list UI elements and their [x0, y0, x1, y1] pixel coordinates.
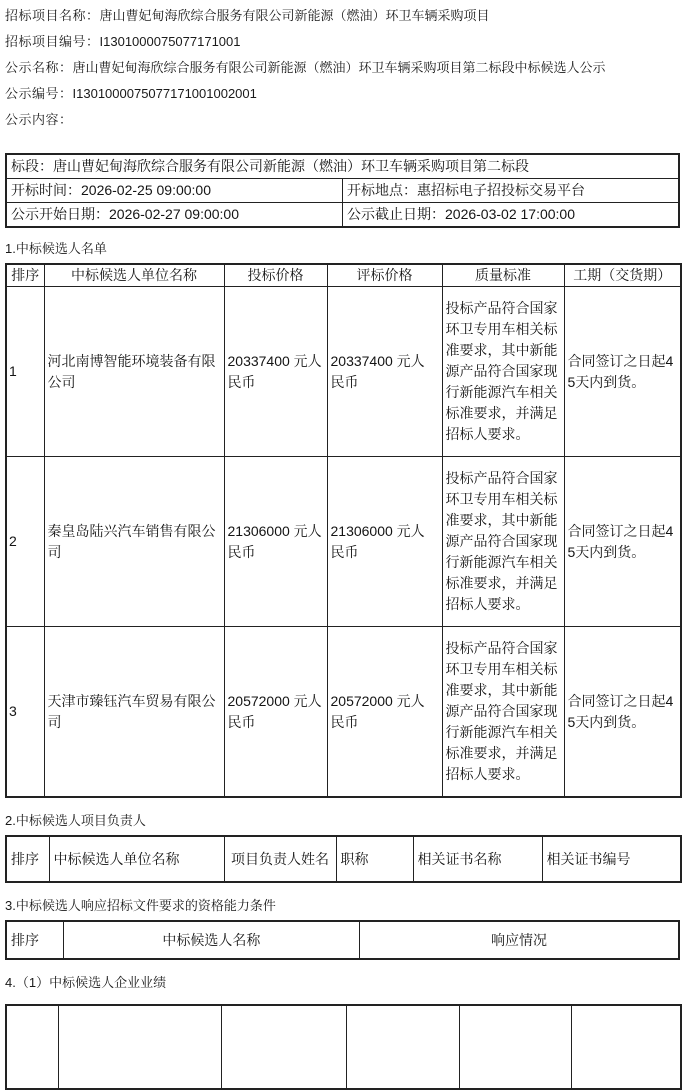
publicity-number-label: 公示编号： — [5, 86, 73, 101]
col-response: 响应情况 — [360, 921, 679, 959]
bid-price-cell: 21306000 元人民币 — [224, 457, 327, 627]
eval-price-cell: 20337400 元人民币 — [327, 287, 442, 457]
col-company: 中标候选人单位名称 — [49, 836, 224, 882]
candidate-row-3 — [6, 627, 681, 798]
eval-price-cell: 21306000 元人民币 — [327, 457, 442, 627]
project-number-value: I1301000075077171001 — [99, 34, 241, 49]
empty-cell — [6, 1005, 58, 1089]
candidate-row-2 — [6, 457, 681, 627]
publicity-name-value: 唐山曹妃甸海欣综合服务有限公司新能源（燃油）环卫车辆采购项目第二标段中标候选人公示 — [72, 60, 606, 75]
project-name-line — [5, 9, 681, 22]
col-quality: 质量标准 — [442, 264, 564, 287]
col-cert-name: 相关证书名称 — [413, 836, 542, 882]
publicity-start-cell: 公示开始日期：2026-02-27 09:00:00 — [6, 203, 343, 228]
quality-cell: 投标产品符合国家环卫专用车相关标准要求，其中新能源产品符合国家现行新能源汽车相关标准要求，并满足招标人要求。 — [442, 457, 564, 627]
section-row — [6, 154, 679, 179]
section3-title: 3.中标候选人响应招标文件要求的资格能力条件 — [5, 898, 276, 913]
rank-cell: 1 — [6, 287, 44, 457]
company-cell: 秦皇岛陆兴汽车销售有限公司 — [44, 457, 224, 627]
performance-table-partial — [5, 1004, 682, 1090]
col-rank: 排序 — [6, 264, 44, 287]
section4-title: 4.（1）中标候选人企业业绩 — [5, 975, 167, 990]
publicity-content-label: 公示内容： — [5, 112, 73, 127]
col-cert-number: 相关证书编号 — [542, 836, 681, 882]
leaders-header-row — [6, 836, 681, 882]
delivery-cell: 合同签订之日起45天内到货。 — [564, 627, 681, 798]
publicity-number-value: I1301000075077171001002001 — [72, 86, 257, 101]
col-title: 职称 — [336, 836, 413, 882]
col-rank: 排序 — [6, 921, 63, 959]
col-bid-price: 投标价格 — [224, 264, 327, 287]
rank-cell: 2 — [6, 457, 44, 627]
project-leaders-table — [5, 835, 682, 883]
performance-empty-row — [6, 1005, 681, 1089]
publicity-name-line — [5, 61, 681, 74]
candidate-row-1 — [6, 287, 681, 457]
open-info-row — [6, 179, 679, 203]
candidates-table — [5, 263, 682, 798]
eval-price-cell: 20572000 元人民币 — [327, 627, 442, 798]
project-name-label: 招标项目名称： — [5, 8, 100, 23]
rank-cell: 3 — [6, 627, 44, 798]
qualification-header-row — [6, 921, 679, 959]
col-delivery: 工期（交货期） — [564, 264, 681, 287]
quality-cell: 投标产品符合国家环卫专用车相关标准要求，其中新能源产品符合国家现行新能源汽车相关标准要求，并满足招标人要求。 — [442, 287, 564, 457]
open-time-cell: 开标时间：2026-02-25 09:00:00 — [6, 179, 343, 203]
section2-title: 2.中标候选人项目负责人 — [5, 813, 146, 828]
empty-cell — [58, 1005, 221, 1089]
project-name-value: 唐山曹妃甸海欣综合服务有限公司新能源（燃油）环卫车辆采购项目 — [99, 8, 490, 23]
quality-cell: 投标产品符合国家环卫专用车相关标准要求，其中新能源产品符合国家现行新能源汽车相关标准要求，并满足招标人要求。 — [442, 627, 564, 798]
empty-cell — [221, 1005, 346, 1089]
section-name-cell: 标段：唐山曹妃甸海欣综合服务有限公司新能源（燃油）环卫车辆采购项目第二标段 — [6, 154, 679, 179]
publicity-name-label: 公示名称： — [5, 60, 73, 75]
bid-section-info-table — [5, 153, 680, 228]
section1-title: 1.中标候选人名单 — [5, 241, 107, 256]
company-cell: 天津市臻钰汽车贸易有限公司 — [44, 627, 224, 798]
bid-price-cell: 20572000 元人民币 — [224, 627, 327, 798]
open-place-cell: 开标地点：惠招标电子招投标交易平台 — [343, 179, 680, 203]
col-rank: 排序 — [6, 836, 49, 882]
publicity-dates-row — [6, 203, 679, 228]
project-number-label: 招标项目编号： — [5, 34, 100, 49]
candidates-header-row — [6, 264, 681, 287]
delivery-cell: 合同签订之日起45天内到货。 — [564, 287, 681, 457]
empty-cell — [459, 1005, 571, 1089]
col-eval-price: 评标价格 — [327, 264, 442, 287]
empty-cell — [571, 1005, 681, 1089]
col-candidate-name: 中标候选人名称 — [63, 921, 359, 959]
publicity-end-cell: 公示截止日期：2026-03-02 17:00:00 — [343, 203, 680, 228]
bid-price-cell: 20337400 元人民币 — [224, 287, 327, 457]
project-number-line — [5, 35, 681, 48]
col-leader-name: 项目负责人姓名 — [224, 836, 336, 882]
publicity-content-line — [5, 113, 681, 126]
qualification-table — [5, 920, 680, 960]
company-cell: 河北南博智能环境装备有限公司 — [44, 287, 224, 457]
empty-cell — [346, 1005, 459, 1089]
delivery-cell: 合同签订之日起45天内到货。 — [564, 457, 681, 627]
publicity-number-line — [5, 87, 681, 100]
col-company: 中标候选人单位名称 — [44, 264, 224, 287]
